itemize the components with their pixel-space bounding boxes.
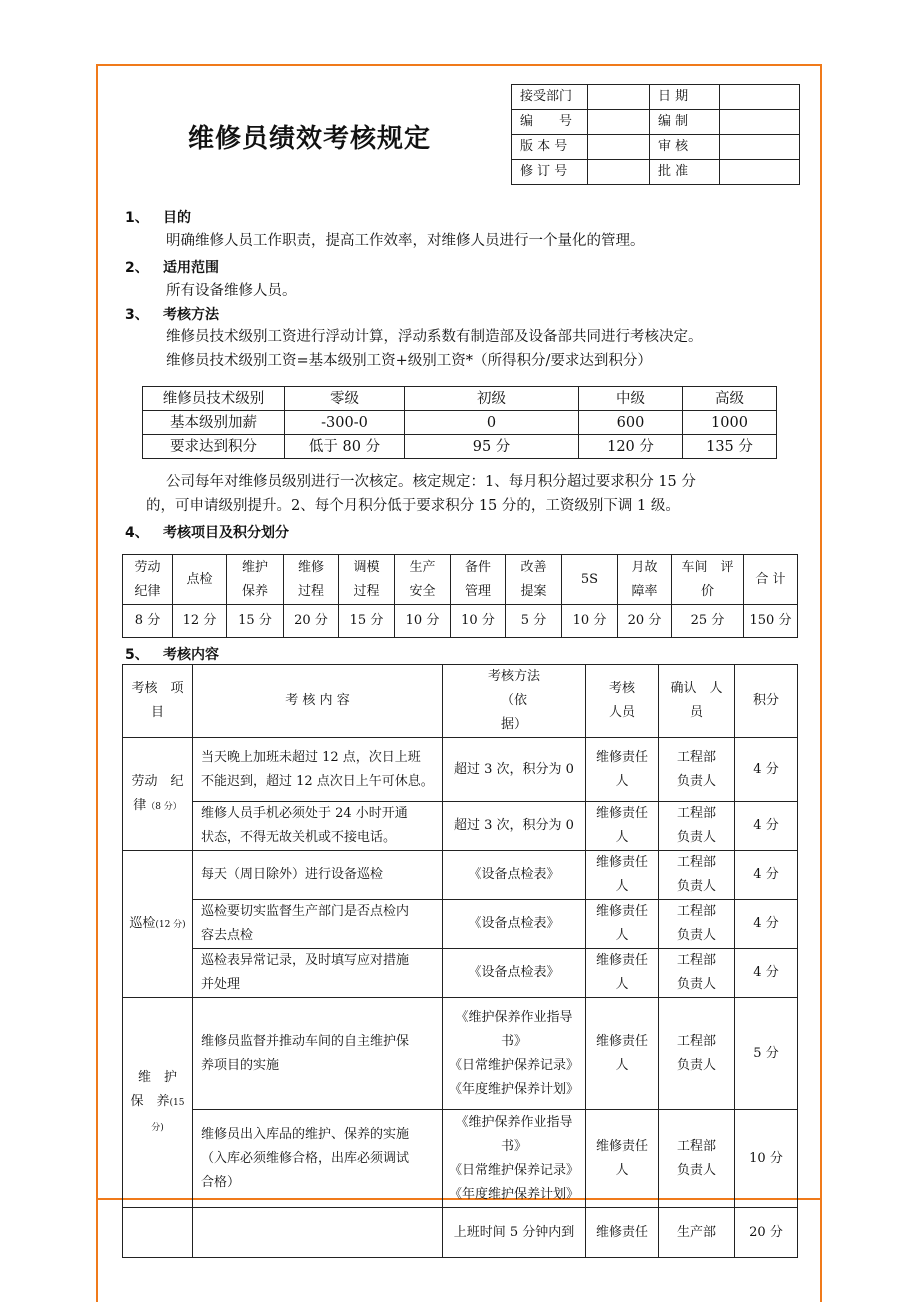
meta-cell [588,85,650,110]
cell-line: 《日常维护保养记录》 [448,1057,579,1073]
content-method-cell [443,998,586,1110]
meta-cell: 批 准 [650,160,720,185]
content-score-cell: 4 分 [735,851,798,900]
section-title: 考核方法 [163,307,219,323]
score-item-cell [562,555,618,605]
level-table-body [143,387,777,459]
cell-line: 不能迟到，超过 12 点次日上午可休息。 [201,773,434,789]
score-item-cell [451,555,506,605]
content-confirm-cell [659,900,735,949]
score-item-cell [618,555,672,605]
score-item-row [123,555,798,605]
cell-line: 维修责任 [595,953,648,968]
content-row [123,900,798,949]
meta-table-body [512,85,800,185]
cell-line: 维修员出入库品的维护、保养的实施 [201,1126,410,1142]
score-value-row [123,605,798,638]
cell-line: 点检 [186,571,213,587]
content-header-cell: 考 核 内 容 [193,665,443,738]
cell-line: 员 [689,705,703,720]
cell-line: 价 [700,583,714,599]
content-assessor-cell [586,1208,659,1258]
meta-table [511,84,800,185]
cell-line: 维修责任 [595,806,648,821]
cell-line: 当天晚上加班未超过 12 点，次日上班 [201,749,421,765]
content-method-cell [443,802,586,851]
score-item-cell [123,555,173,605]
content-method-cell [443,1208,586,1258]
content-row [123,1110,798,1208]
cell-line: 《年度维护保养计划》 [448,1186,579,1202]
cell-line: 状态，不得无故关机或不接电话。 [201,830,397,845]
cell-line: 维护 [241,559,268,575]
cell-line: 工程部 [676,749,716,765]
cell-line: 负责人 [676,977,716,992]
cell-line: 调模 [353,559,380,575]
score-item-cell [744,555,798,605]
cell-line: 《设备点检表》 [468,867,560,882]
cell-line: 过程 [353,583,380,599]
meta-cell [588,110,650,135]
meta-cell [720,160,800,185]
score-item-cell [284,555,339,605]
level-cell: 600 [579,411,683,435]
meta-cell: 日 期 [650,85,720,110]
content-header-cell [123,665,193,738]
content-text-cell [193,998,443,1110]
section-title: 考核内容 [163,647,219,663]
meta-row [512,110,800,135]
section-heading [125,207,191,227]
cell-line: 《维护保养作业指导 [455,1114,573,1130]
frame-left-line-lower [96,1198,98,1302]
cell-line: 人 [615,879,629,894]
level-row [143,435,777,459]
content-header-cell [443,665,606,738]
cell-line: 合 计 [755,571,786,587]
score-item-cell [173,555,227,605]
content-confirm-cell [659,1110,735,1208]
content-text-cell [193,949,443,998]
content-confirm-cell [659,851,735,900]
cell-line: 改善 [520,559,547,575]
cell-line: 巡检 [129,915,156,931]
cell-line: 并处理 [201,977,241,992]
cell-line: 维修责任 [595,1138,648,1154]
content-group-cell [123,851,193,998]
level-cell: 120 分 [579,435,683,459]
content-table [122,664,798,1258]
cell-line: 人 [615,1162,629,1178]
content-confirm-cell [659,1208,735,1258]
content-assessor-cell [586,802,659,851]
section-title: 考核项目及积分划分 [163,525,289,541]
cell-line: 维修责任 [595,749,648,765]
content-text-cell [193,851,443,900]
method-text-2: 维修员技术级别工资=基本级别工资+级别工资*（所得积分/要求达到积分） [166,353,652,369]
content-header-row [123,665,798,738]
content-row [123,802,798,851]
score-value-cell: 10 分 [451,605,506,638]
cell-line: 工程部 [676,904,716,919]
content-method-cell [443,1110,586,1208]
meta-cell: 修 订 号 [512,160,588,185]
cell-line: 目 [150,705,164,720]
content-confirm-cell [659,802,735,851]
cell-line: 超过 3 次，积分为 0 [454,761,574,777]
cell-line: 车间 评 [681,559,734,575]
level-cell: 1000 [683,411,777,435]
section-heading [125,304,219,324]
cell-line: 过程 [297,583,324,599]
group-points: （8 分） [146,801,182,812]
score-value-cell: 20 分 [618,605,672,638]
content-row [123,1208,798,1258]
content-text-cell [193,738,443,802]
cell-line: 超过 3 次，积分为 0 [454,818,574,833]
section-heading [125,257,219,277]
section-heading [125,644,219,664]
cell-line: 维修责任 [595,1033,648,1049]
section-number: 4、 [125,525,149,541]
content-confirm-cell [659,949,735,998]
level-cell: 135 分 [683,435,777,459]
level-header-cell: 中级 [579,387,683,411]
level-header-cell: 维修员技术级别 [143,387,285,411]
frame-left-line [96,64,98,1260]
meta-row [512,160,800,185]
section-number: 5、 [125,647,149,663]
cell-line: 工程部 [676,806,716,821]
cell-line: 养项目的实施 [201,1057,280,1073]
cell-line: 《维护保养作业指导 [455,1009,573,1025]
meta-cell [720,85,800,110]
cell-line: 纪律 [134,583,161,599]
cell-line: 管理 [464,583,491,599]
score-value-cell: 25 分 [672,605,744,638]
content-method-cell [443,738,586,802]
scope-text: 所有设备维修人员。 [166,283,297,299]
cell-line: 考核方法 （依 [487,669,606,708]
content-text-cell [193,1208,443,1258]
content-confirm-cell [659,998,735,1110]
score-table-body [123,555,798,638]
meta-cell [720,135,800,160]
score-table [122,554,798,638]
cell-line: 巡检要切实监督生产部门是否点检内 [201,904,410,919]
content-assessor-cell [586,998,659,1110]
section-number: 3、 [125,307,149,323]
cell-line: 工程部 [676,855,716,870]
cell-line: 维修责任 [595,1224,648,1240]
group-points: (12 分) [155,919,186,930]
score-item-cell [506,555,562,605]
content-assessor-cell [586,1110,659,1208]
method-text-1: 维修员技术级别工资进行浮动计算，浮动系数有制造部及设备部共同进行考核决定。 [166,329,703,345]
cell-line: 安全 [409,583,436,599]
content-row [123,738,798,802]
score-value-cell: 15 分 [227,605,284,638]
group-points: (15 分) [151,1097,185,1133]
content-text-cell [193,900,443,949]
score-item-cell [672,555,744,605]
cell-line: （入库必须维修合格，出库必须调试 [201,1150,410,1166]
level-cell: 95 分 [405,435,579,459]
content-assessor-cell [586,949,659,998]
cell-line: 考核 项 [131,681,184,696]
score-value-cell: 10 分 [562,605,618,638]
cell-line: 《设备点检表》 [468,965,560,980]
cell-line: 维修 [297,559,324,575]
level-cell: 基本级别加薪 [143,411,285,435]
content-row [123,998,798,1110]
cell-line: 《设备点检表》 [468,916,560,931]
cell-line: 每天（周日除外）进行设备巡检 [201,867,384,882]
content-score-cell: 4 分 [735,738,798,802]
score-item-cell [395,555,451,605]
content-row [123,949,798,998]
cell-line: 劳动 [134,559,161,575]
content-assessor-cell [586,851,659,900]
content-score-cell: 10 分 [735,1110,798,1208]
cell-line: 书》 [500,1138,527,1154]
content-text-cell [193,1110,443,1208]
cell-line: 据） [500,717,527,732]
score-item-cell [339,555,395,605]
score-value-cell: 150 分 [744,605,798,638]
meta-cell: 审 核 [650,135,720,160]
purpose-text: 明确维修人员工作职责，提高工作效率，对维修人员进行一个量化的管理。 [166,233,645,249]
level-cell: -300-0 [285,411,405,435]
level-header-cell: 初级 [405,387,579,411]
cell-line: 《年度维护保养计划》 [448,1081,579,1097]
content-score-cell: 4 分 [735,949,798,998]
cell-line: 合格） [201,1174,241,1190]
content-score-cell: 20 分 [735,1208,798,1258]
content-score-cell: 4 分 [735,802,798,851]
cell-line: 负责人 [676,928,716,943]
meta-cell: 编 号 [512,110,588,135]
score-value-cell: 5 分 [506,605,562,638]
content-assessor-cell [586,900,659,949]
cell-line: 月故 [631,559,658,575]
level-row [143,411,777,435]
cell-line: 负责人 [676,830,716,845]
meta-row [512,85,800,110]
level-table [142,386,777,459]
cell-line: 提案 [520,583,547,599]
cell-line: 律 [133,797,147,813]
score-value-cell: 12 分 [173,605,227,638]
level-cell: 要求达到积分 [143,435,285,459]
cell-line: 保 养 [130,1093,170,1109]
content-method-cell [443,900,586,949]
cell-line: 人 [615,928,629,943]
meta-cell: 接受部门 [512,85,588,110]
meta-cell: 版 本 号 [512,135,588,160]
cell-line: 工程部 [676,1138,716,1154]
cell-line: 巡检表异常记录，及时填写应对措施 [201,953,410,968]
cell-line: 备件 [464,559,491,575]
cell-line: 负责人 [676,1162,716,1178]
rule-text-1: 公司每年对维修员级别进行一次核定。核定规定：1、每月积分超过要求积分 15 分 [166,474,696,490]
cell-line: 保养 [241,583,268,599]
cell-line: 负责人 [676,879,716,894]
meta-cell [588,160,650,185]
level-cell: 低于 80 分 [285,435,405,459]
meta-cell: 编 制 [650,110,720,135]
section-number: 1、 [125,210,149,226]
frame-right-line [820,64,822,1302]
level-header-row [143,387,777,411]
content-header-cell: 积分 [735,665,798,738]
score-value-cell: 15 分 [339,605,395,638]
cell-line: 考核 [608,681,635,696]
score-value-cell: 10 分 [395,605,451,638]
content-group-cell [123,998,193,1208]
content-method-cell [443,949,586,998]
cell-line: 负责人 [676,1057,716,1073]
section-title: 适用范围 [163,260,219,276]
cell-line: 维 护 [137,1069,177,1085]
level-cell: 0 [405,411,579,435]
cell-line: 人员 [608,705,635,720]
content-score-cell: 5 分 [735,998,798,1110]
cell-line: 劳动 纪 [131,773,184,789]
content-assessor-cell [586,738,659,802]
cell-line: 书》 [500,1033,527,1049]
content-table-body [123,665,798,1258]
cell-line: 工程部 [676,953,716,968]
score-value-cell: 20 分 [284,605,339,638]
section-heading [125,522,289,542]
cell-line: 工程部 [676,1033,716,1049]
content-score-cell: 4 分 [735,900,798,949]
cell-line: 5S [580,571,599,587]
rule-text-2: 的，可申请级别提升。2、每个月积分低于要求积分 15 分的，工资级别下调 1 级。 [146,498,680,514]
meta-cell [588,135,650,160]
cell-line: 容去点检 [201,928,254,943]
cell-line: 人 [615,977,629,992]
cell-line: 障率 [631,583,658,599]
cell-line: 确认 人 [670,681,723,696]
section-number: 2、 [125,260,149,276]
meta-row [512,135,800,160]
frame-top-line [97,64,821,66]
content-text-cell [193,802,443,851]
cell-line: 维修人员手机必须处于 24 小时开通 [201,806,408,821]
content-header-cell [659,665,735,738]
cell-line: 上班时间 5 分钟内到 [453,1224,575,1240]
level-header-cell: 高级 [683,387,777,411]
cell-line: 生产部 [676,1224,716,1240]
cell-line: 人 [615,773,629,789]
cell-line: 维修责任 [595,855,648,870]
cell-line: 维修责任 [595,904,648,919]
cell-line: 人 [615,830,629,845]
document-title: 维修员绩效考核规定 [188,124,432,154]
score-item-cell [227,555,284,605]
content-group-cell [123,1208,193,1258]
level-header-cell: 零级 [285,387,405,411]
content-method-cell [443,851,586,900]
cell-line: 生产 [409,559,436,575]
cell-line: 人 [615,1057,629,1073]
meta-cell [720,110,800,135]
cell-line: 维修员监督并推动车间的自主维护保 [201,1033,410,1049]
cell-line: 负责人 [676,773,716,789]
content-confirm-cell [659,738,735,802]
section-title: 目的 [163,210,191,226]
content-group-cell [123,738,193,851]
cell-line: 《日常维护保养记录》 [448,1162,579,1178]
content-row [123,851,798,900]
score-value-cell: 8 分 [123,605,173,638]
